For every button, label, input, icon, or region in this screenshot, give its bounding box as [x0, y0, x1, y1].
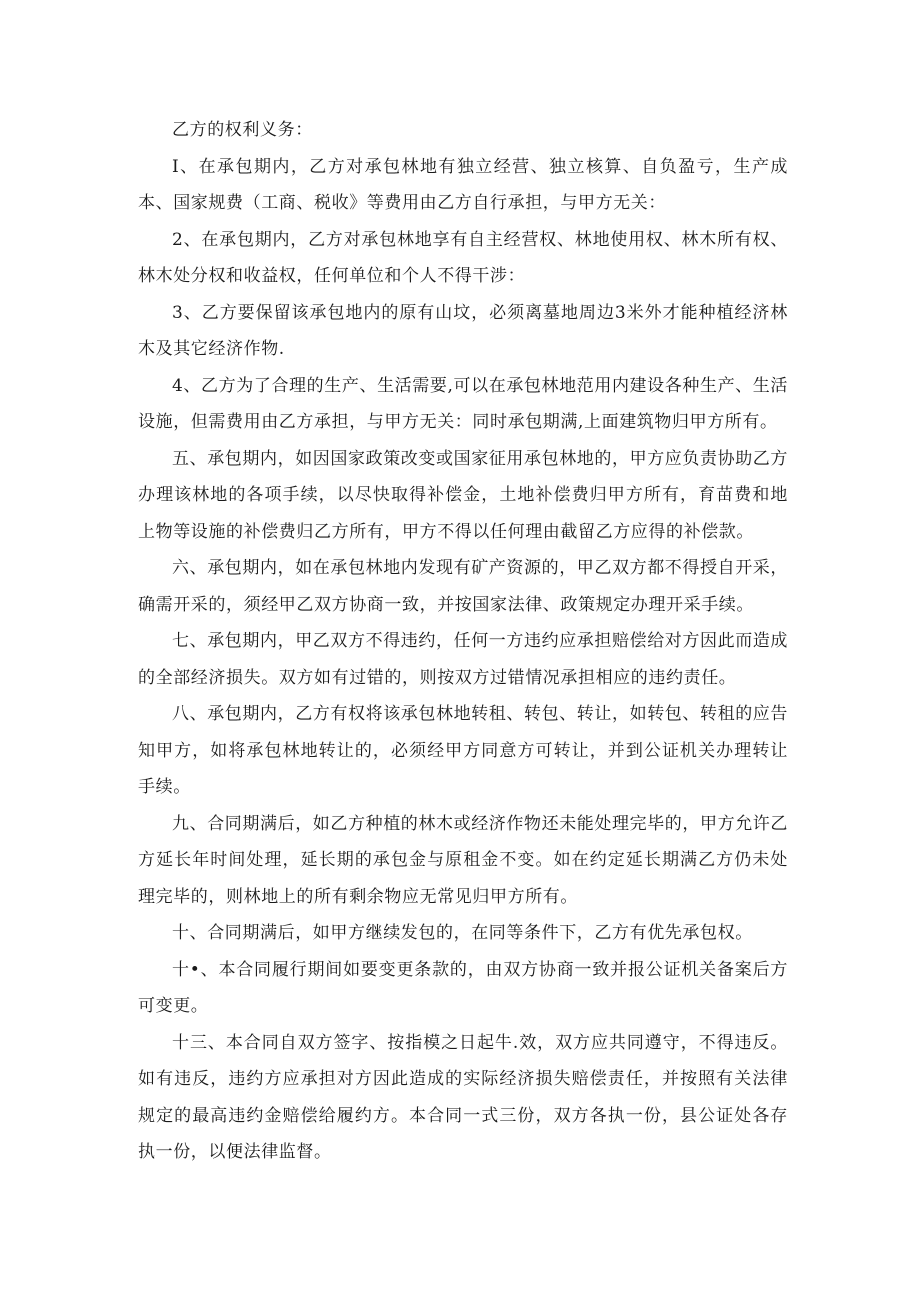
clause-5: 五、承包期内，如因国家政策改变或国家征用承包林地的，甲方应负责协助乙方办理该林地的各项手续，以尽快取得补偿金，土地补偿费归甲方所有，育苗费和地上物等设施的补偿费归乙方所有，甲方不得以任何理由截留乙方应得的补偿款。 — [138, 448, 788, 542]
clause-8: 八、承包期内，乙方有权将该承包林地转租、转包、转让，如转包、转租的应告知甲方，如将承包林地转让的，必须经甲方同意方可转让，并到公证机关办理转让手续。 — [138, 704, 788, 797]
document-body — [138, 112, 788, 1171]
clause-10: 十、合同期满后，如甲方继续发包的，在同等条件下，乙方有优先承包权。 — [172, 923, 753, 943]
clause-4: 4、乙方为了合理的生产、生活需要,可以在承包林地范用内建设各种生产、生活设施，但需费用由乙方承担，与甲方无关：同时承包期满,上面建筑物归甲方所有。 — [138, 375, 788, 432]
clause-11: 十•、本合同履行期间如要变更条款的，由双方协商一致并报公证机关备案后方可变更。 — [138, 959, 788, 1016]
clause-3: 3、乙方要保留该承包地内的原有山坟，必须离墓地周边3米外才能种植经济林木及其它经济作物. — [138, 302, 788, 359]
clause-13: 十三、本合同自双方签字、按指模之日起牛.效，双方应共同遵守，不得违反。如有违反，违约方应承担对方因此造成的实际经济损失赔偿责任，并按照有关法律规定的最高违约金赔偿给履约方。本合同一式三份，双方各执一份，县公证处各存执一份，以便法律监督。 — [138, 1032, 788, 1162]
clause-7: 七、承包期内，甲乙双方不得违约，任何一方违约应承担赔偿给对方因此而造成的全部经济损失。双方如有过错的，则按双方过错情况承担相应的违约责任。 — [138, 631, 788, 688]
clause-2: 2、在承包期内，乙方对承包林地享有自主经营权、林地使用权、林木所有权、林木处分权和收益权，任何单位和个人不得干涉： — [138, 229, 788, 286]
section-heading: 乙方的权利义务： — [172, 120, 313, 140]
clause-1: I、在承包期内，乙方对承包林地有独立经营、独立核算、自负盈亏，生产成本、国家规费（工商、税收》等费用由乙方自行承担，与甲方无关： — [138, 156, 788, 213]
clause-6: 六、承包期内，如在承包林地内发现有矿产资源的，甲乙双方都不得授自开采，确需开采的，须经甲乙双方协商一致，并按国家法律、政策规定办理开采手续。 — [138, 558, 788, 615]
clause-9: 九、合同期满后，如乙方种植的林木或经济作物还未能处理完毕的，甲方允许乙方延长年时间处理，延长期的承包金与原租金不变。如在约定延长期满乙方仍未处理完毕的，则林地上的所有剩余物应无常见归甲方所有。 — [138, 813, 788, 907]
